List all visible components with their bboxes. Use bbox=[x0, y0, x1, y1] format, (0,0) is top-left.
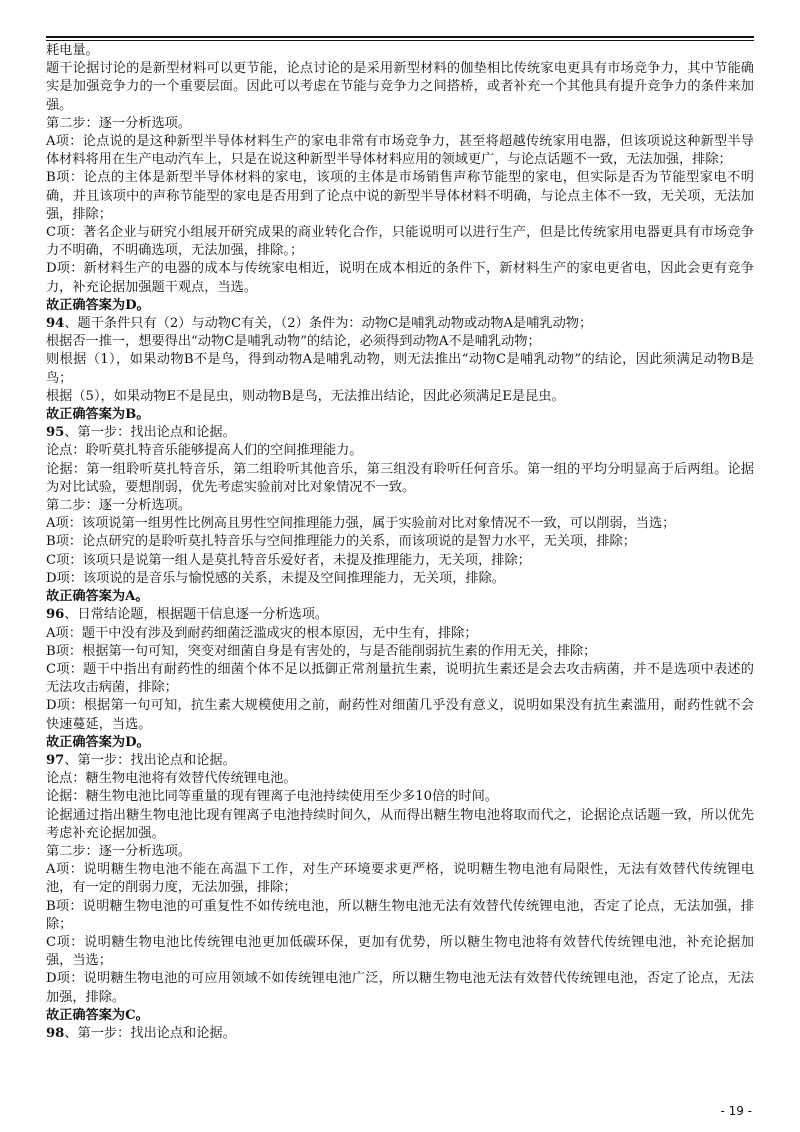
question-text: 、第一步：找出论点和论据。 bbox=[64, 425, 236, 441]
paragraph: D项：新材料生产的电器的成本与传统家电相近，说明在成本相近的条件下，新材料生产的家电更省电，因此会更有竞争力，补充论据加强题干观点，当选。 bbox=[46, 261, 754, 295]
paragraph: 耗电量。 bbox=[46, 43, 99, 58]
question-header bbox=[46, 606, 754, 624]
question-header bbox=[46, 752, 754, 770]
paragraph: D项：说明糖生物电池的可应用领域不如传统锂电池广泛，所以糖生物电池无法有效替代传统锂电池，否定了论点，无法加强，排除。 bbox=[46, 971, 754, 1005]
paragraph: D项：该项说的是音乐与愉悦感的关系，未提及空间推理能力，无关项，排除。 bbox=[46, 570, 505, 586]
paragraph: 论据：糖生物电池比同等重量的现有锂离子电池持续使用至少多10倍的时间。 bbox=[46, 789, 498, 805]
paragraph: 论点：聆听莫扎特音乐能够提高人们的空间推理能力。 bbox=[46, 443, 363, 459]
question-text: 、第一步：找出论点和论据。 bbox=[64, 752, 236, 768]
question-text: 、题干条件只有（2）与动物C有关，（2）条件为：动物C是哺乳动物或动物A是哺乳动物； bbox=[64, 316, 593, 332]
paragraph: 第二步：逐一分析选项。 bbox=[46, 115, 192, 131]
paragraph: 论据：第一组聆听莫扎特音乐，第二组聆听其他音乐，第三组没有聆听任何音乐。第一组的平均分明显高于后两组。论据为对比试验，要想削弱，优先考虑实验前对比对象情况不一致。 bbox=[46, 461, 754, 495]
paragraph: 题干论据讨论的是新型材料可以更节能，论点讨论的是采用新型材料的伽垫相比传统家电更具有市场竞争力，其中节能确实是加强竞争力的一个重要层面。因此可以考虑在节能与竞争力之间搭桥，或者补充一个其他具有提升竞争力的条件来加强。 bbox=[46, 61, 754, 113]
page-body bbox=[46, 42, 754, 1043]
answer-line: 故正确答案为C。 bbox=[46, 1007, 149, 1023]
answer-line: 故正确答案为A。 bbox=[46, 589, 149, 605]
paragraph: A项：该项说第一组男性比例高且男性空间推理能力强，属于实验前对比对象情况不一致，可以削弱，当选； bbox=[46, 516, 676, 532]
paragraph: A项：论点说的是这种新型半导体材料生产的家电非常有市场竞争力，甚至将超越传统家用电器，但该项说这种新型半导体材料将用在生产电动汽车上，只是在说这种新型半导体材料应用的领域更广，与论点话题不一致，无法加强，排除； bbox=[46, 134, 754, 168]
question-header bbox=[46, 1025, 754, 1043]
question-number: 94 bbox=[46, 316, 65, 332]
answer-line: 故正确答案为D。 bbox=[46, 297, 150, 313]
paragraph: 根据否一推一，想要得出“动物C是哺乳动物”的结论，必须得到动物A不是哺乳动物； bbox=[46, 334, 541, 350]
paragraph: 论据通过指出糖生物电池比现有锂离子电池持续时间久，从而得出糖生物电池将取而代之，论据论点话题一致，所以优先考虑补充论据加强。 bbox=[46, 807, 754, 841]
paragraph: 第二步：逐一分析选项。 bbox=[46, 498, 192, 514]
paragraph: C项：该项只是说第一组人是莫扎特音乐爱好者，未提及推理能力，无关项，排除； bbox=[46, 552, 531, 568]
paragraph: D项：根据第一句可知，抗生素大规模使用之前，耐药性对细菌几乎没有意义，说明如果没有抗生素滥用，耐药性就不会快速蔓延，当选。 bbox=[46, 698, 754, 732]
paragraph: C项：说明糖生物电池比传统锂电池更加低碳环保，更加有优势，所以糖生物电池将有效替代传统锂电池，补充论据加强，当选； bbox=[46, 934, 754, 969]
answer-line: 故正确答案为D。 bbox=[46, 734, 150, 750]
paragraph: 则根据（1），如果动物B不是鸟，得到动物A是哺乳动物，则无法推出“动物C是哺乳动物”的结论，因此须满足动物B是鸟； bbox=[46, 352, 754, 386]
paragraph: A项：题干中没有涉及到耐药细菌泛滥成灾的根本原因，无中生有，排除； bbox=[46, 625, 478, 641]
paragraph: B项：说明糖生物电池的可重复性不如传统电池，所以糖生物电池无法有效替代传统锂电池，否定了论点，无法加强，排除； bbox=[46, 898, 754, 932]
question-number: 95 bbox=[46, 425, 65, 441]
page-number: - 19 - bbox=[720, 1104, 752, 1118]
paragraph: A项：说明糖生物电池不能在高温下工作，对生产环境要求更严格，说明糖生物电池有局限性，无法有效替代传统锂电池，有一定的削弱力度，无法加强，排除； bbox=[46, 862, 754, 896]
question-number: 96 bbox=[46, 607, 65, 623]
paragraph: 论点：糖生物电池将有效替代传统锂电池。 bbox=[46, 771, 297, 787]
question-header bbox=[46, 315, 754, 333]
paragraph: C项：著名企业与研究小组展开研究成果的商业转化合作，只能说明可以进行生产，但是比传统家用电器更具有市场竞争力不明确，不明确选项，无法加强，排除。； bbox=[46, 225, 754, 259]
question-number: 97 bbox=[46, 752, 65, 768]
paragraph: B项：论点的主体是新型半导体材料的家电，该项的主体是市场销售声称节能型的家电，但实际是否为节能型家电不明确，并且该项中的声称节能型的家电是否用到了论点中说的新型半导体材料不明确，与论点主体不一致，无关项，无法加强，排除； bbox=[46, 170, 754, 222]
header-rule bbox=[46, 36, 754, 41]
paragraph: 根据（5），如果动物E不是昆虫，则动物B是鸟，无法推出结论，因此必须满足E是昆虫。 bbox=[46, 388, 565, 404]
paragraph: C项：题干中指出有耐药性的细菌个体不足以抵御正常剂量抗生素，说明抗生素还是会去攻击病菌，并不是选项中表述的无法攻击病菌，排除； bbox=[46, 661, 754, 696]
answer-line: 故正确答案为B。 bbox=[46, 407, 150, 423]
paragraph: 第二步：逐一分析选项。 bbox=[46, 843, 192, 859]
paragraph: B项：论点研究的是聆听莫扎特音乐与空间推理能力的关系，而该项说的是智力水平，无关项，排除； bbox=[46, 534, 636, 550]
question-number: 98 bbox=[46, 1025, 65, 1041]
paragraph: B项：根据第一句可知，突变对细菌自身是有害处的，与是否能削弱抗生素的作用无关，排除； bbox=[46, 643, 597, 659]
question-text: 、日常结论题，根据题干信息逐一分析选项。 bbox=[64, 607, 329, 623]
question-header bbox=[46, 424, 754, 442]
question-text: 、第一步：找出论点和论据。 bbox=[64, 1025, 236, 1041]
